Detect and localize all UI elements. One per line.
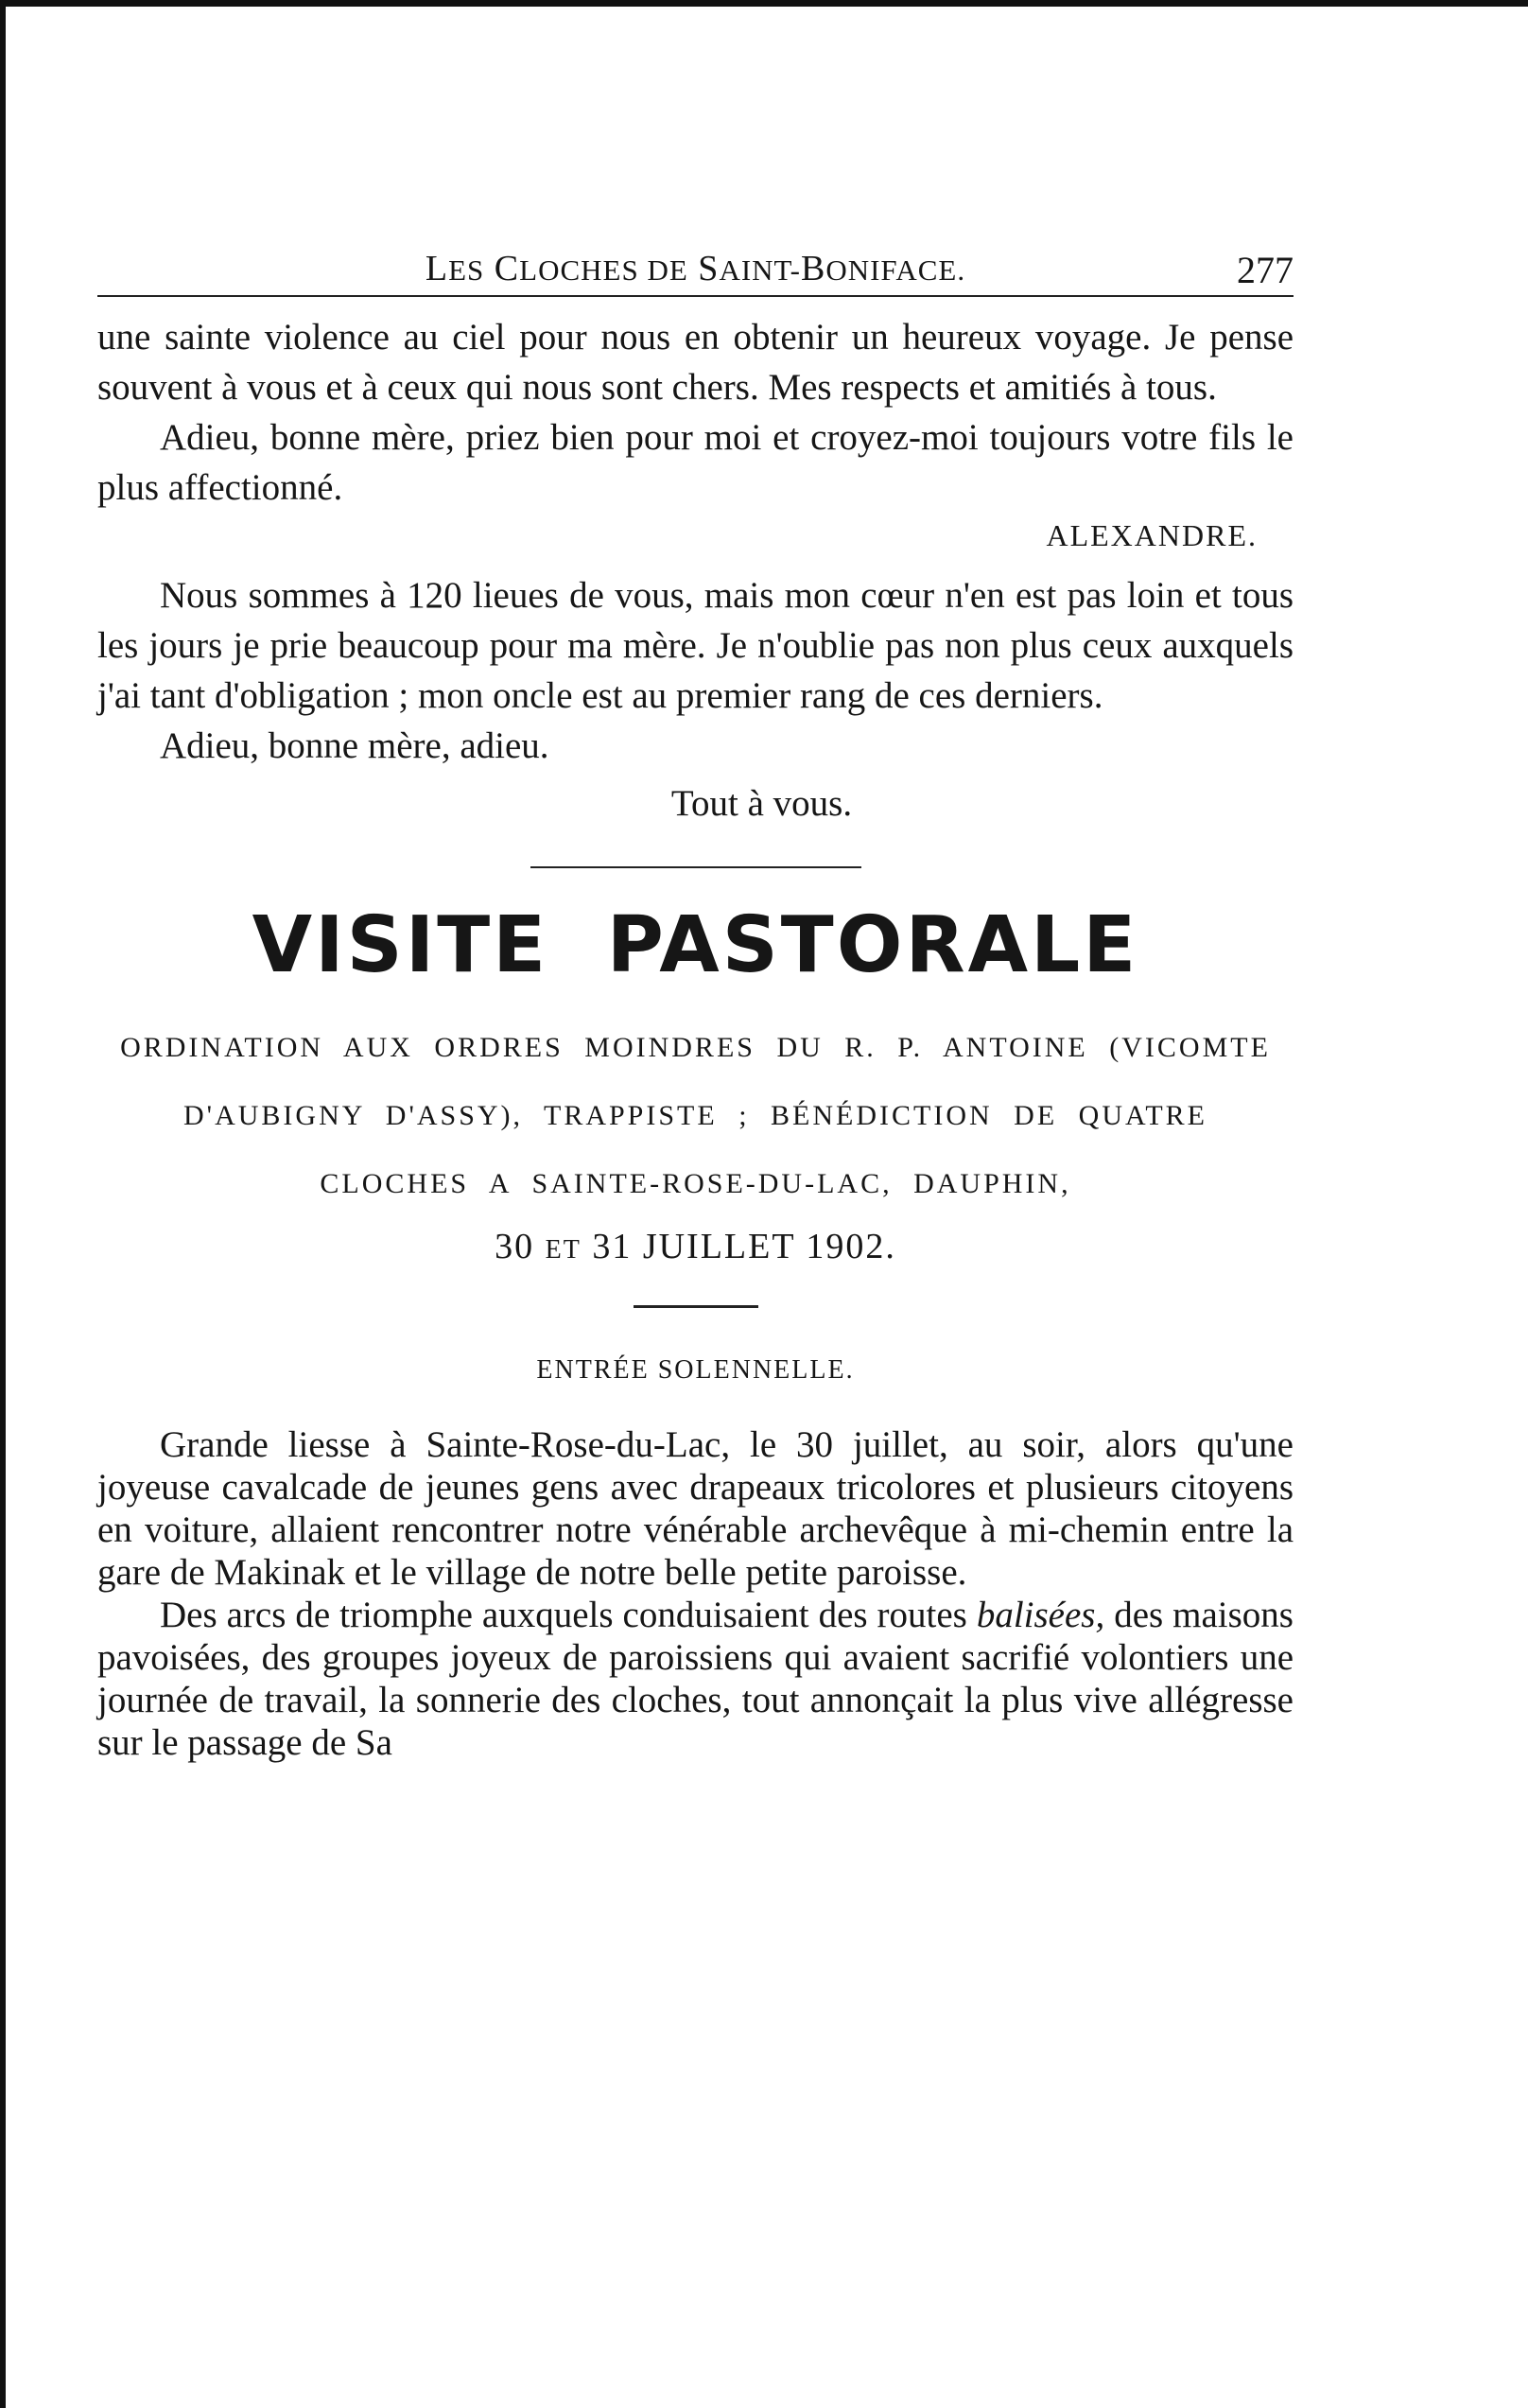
signature: ALEXANDRE. <box>1046 518 1258 552</box>
date-rest: 31 JUILLET 1902. <box>592 1227 896 1266</box>
page-number: 277 <box>1237 249 1294 291</box>
left-border <box>0 0 6 2408</box>
letter-paragraph-3: Nous sommes à 120 lieues de vous, mais mon cœur n'en est pas loin et tous les jours je prie beaucoup pour ma mère. Je n'oublie pas non plus ceux auxquels j'ai tant d'obligation ; mon oncle est au premier rang de ces derniers. <box>97 575 1294 716</box>
subtitle-line-3: CLOCHES A SAINTE-ROSE-DU-LAC, DAUPHIN, <box>320 1168 1071 1199</box>
header-rule <box>97 295 1294 297</box>
rh-word: AINT- <box>719 253 801 287</box>
article-subtitle <box>97 1014 1294 1218</box>
date-conjunction: ET <box>545 1235 582 1265</box>
short-rule <box>634 1305 758 1308</box>
rh-word: ONIFACE. <box>825 253 966 287</box>
article-paragraph-2 <box>97 1594 1294 1764</box>
italic-word: balisées, <box>976 1595 1105 1635</box>
article-paragraph-1: Grande liesse à Sainte-Rose-du-Lac, le 30 juillet, au soir, alors qu'une joyeuse cavalcade de jeunes gens avec drapeaux tricolores et plusieurs citoyens en voiture, allaient rencontrer notre vénérable archevêque à mi-chemin entre la gare de Makinak et le village de notre belle petite paroisse. <box>97 1424 1294 1593</box>
rh-initial: S <box>698 249 720 288</box>
subtitle-line-2: D'AUBIGNY D'ASSY), TRAPPISTE ; BÉNÉDICTION DE QUATRE <box>183 1100 1207 1131</box>
rh-initial: L <box>425 249 449 288</box>
page <box>97 236 1294 1764</box>
subtitle-line-1: ORDINATION AUX ORDRES MOINDRES DU R. P. ANTOINE (VICOMTE <box>120 1032 1271 1063</box>
article-title: VISITE PASTORALE <box>252 900 1139 990</box>
letter-paragraph-4: Adieu, bonne mère, adieu. <box>160 725 549 766</box>
article-body <box>97 1423 1294 1764</box>
rh-initial: C <box>494 249 520 288</box>
rh-initial: B <box>800 249 826 288</box>
section-rule <box>530 866 861 868</box>
letter-paragraph-1: une sainte violence au ciel pour nous en obtenir un heureux voyage. Je pense souvent à vous et à ceux qui nous sont chers. Mes respects et amitiés à tous. <box>97 317 1294 408</box>
rh-word: LOCHES DE <box>519 253 688 287</box>
top-border <box>0 0 1528 7</box>
letter-paragraph-2: Adieu, bonne mère, priez bien pour moi et croyez-moi toujours votre fils le plus affectionné. <box>97 417 1294 508</box>
date-day-1: 30 <box>495 1227 535 1266</box>
article-date <box>97 1226 1294 1267</box>
rh-word: ES <box>448 253 485 287</box>
section-heading: ENTRÉE SOLENNELLE. <box>536 1355 855 1385</box>
closing-line: Tout à vous. <box>670 783 853 824</box>
running-head <box>97 236 1294 295</box>
paragraph-text: des maisons pavoisées, des groupes joyeux de paroissiens qui avaient sacrifié volontiers une journée de travail, la sonnerie des cloches, tout annonçait la plus vive allégresse sur le passage de Sa <box>97 1595 1294 1763</box>
running-head-title <box>97 248 1294 289</box>
paragraph-text: Des arcs de triomphe auxquels conduisaient des routes <box>160 1595 977 1635</box>
